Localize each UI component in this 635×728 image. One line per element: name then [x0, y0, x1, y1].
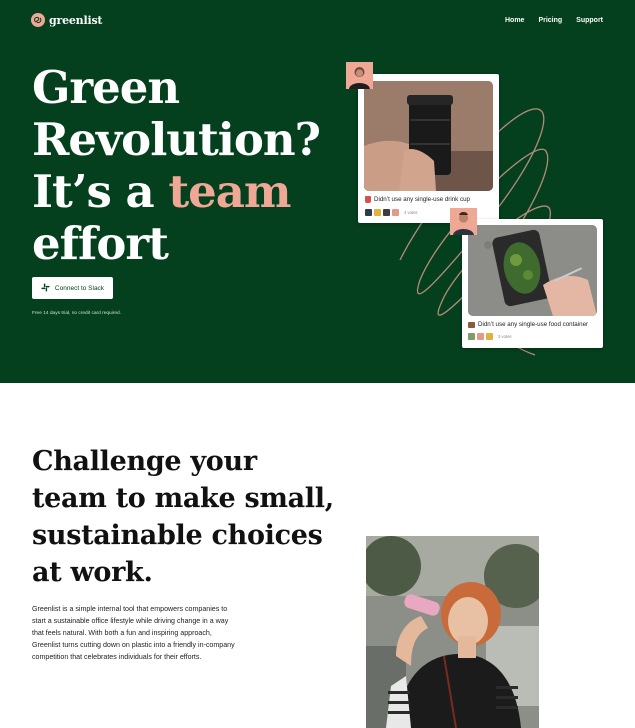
avatar-woman	[346, 62, 373, 89]
section-title-line-2: team to make small,	[32, 483, 334, 514]
container-emoji-icon	[468, 322, 475, 328]
section-title-line-1: Challenge your	[32, 446, 257, 477]
voter-avatar	[374, 209, 381, 216]
nav-support[interactable]: Support	[576, 17, 603, 24]
hero-title-line-3a: It’s a	[32, 165, 169, 218]
slack-icon	[41, 283, 50, 294]
hero-title-accent: team	[168, 165, 291, 218]
card-1-title	[365, 196, 470, 203]
voter-avatar	[383, 209, 390, 216]
trial-note: Free 14 days trial, no credit card required.	[32, 311, 122, 316]
hero-title-line-1: Green	[32, 61, 180, 114]
card-2-voters[interactable]	[468, 333, 512, 340]
avatar-man	[450, 208, 477, 235]
hero-title-line-4: effort	[32, 217, 168, 270]
nav-pricing[interactable]: Pricing	[538, 17, 563, 24]
card-1-text: Didn’t use any single-use drink cup	[374, 196, 470, 203]
woman-drinking-photo	[366, 536, 539, 728]
card-2-text: Didn’t use any single-use food container	[478, 321, 589, 328]
card-1-photo	[364, 81, 493, 191]
activity-card-2[interactable]	[462, 219, 603, 348]
section-title-line-3: sustainable choices	[32, 520, 323, 551]
greenlist-logo-icon	[31, 13, 45, 27]
connect-to-slack-label: Connect to Slack	[54, 284, 105, 292]
voter-avatar	[468, 333, 475, 340]
card-2-votes: 3 votes	[498, 334, 512, 339]
brand-logo[interactable]	[31, 13, 102, 27]
voter-avatar	[477, 333, 484, 340]
card-1-votes: 4 votes	[404, 210, 418, 215]
connect-to-slack-button[interactable]	[32, 277, 113, 299]
activity-card-1[interactable]	[358, 74, 499, 223]
section-title-line-4: at work.	[32, 557, 153, 588]
section-title	[32, 443, 334, 591]
section-body: Greenlist is a simple internal tool that empowers companies to start a sustainable office lifestyle while driving change in a way that feels natural. With both a fun and inspiring approach, Greenlist turns cutting down on plastic into a friendly in-company competition that celebrates individuals for their efforts.	[32, 605, 235, 661]
voter-avatar	[486, 333, 493, 340]
main-nav	[505, 17, 603, 24]
voter-avatar	[365, 209, 372, 216]
card-2-title	[468, 321, 588, 328]
card-1-voters[interactable]	[365, 209, 418, 216]
cup-emoji-icon	[365, 196, 371, 203]
hero-title-line-2: Revolution?	[32, 113, 320, 166]
card-2-photo	[468, 225, 597, 316]
nav-home[interactable]: Home	[504, 17, 525, 24]
brand-name: greenlist	[49, 13, 103, 27]
hero-title	[32, 62, 320, 270]
voter-avatar	[392, 209, 399, 216]
